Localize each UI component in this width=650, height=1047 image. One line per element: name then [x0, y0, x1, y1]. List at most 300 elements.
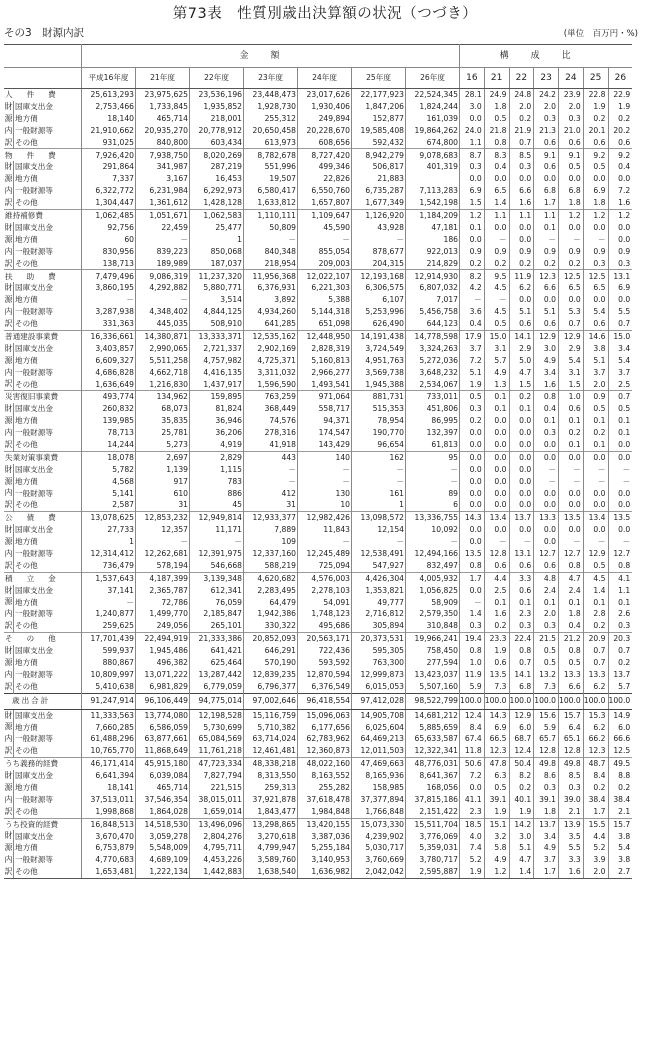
- ratio-cell: 1.9: [509, 806, 534, 818]
- ratio-cell: 12.4: [509, 745, 534, 757]
- table-row: [4, 173, 632, 185]
- funding-source-marker: 訳: [4, 500, 13, 510]
- amount-cell: 259,313: [244, 782, 298, 794]
- row-label: 地方債: [14, 782, 82, 794]
- ratio-cell: 6.5: [559, 282, 584, 294]
- ratio-cell: 0.6: [484, 657, 509, 669]
- year-header: 26年度: [406, 68, 460, 89]
- amount-cell: 36,206: [190, 427, 244, 439]
- amount-cell: 6,231,984: [136, 185, 190, 197]
- amount-cell: 12,154: [352, 524, 406, 536]
- amount-cell: 209,003: [298, 257, 352, 269]
- amount-cell: 515,353: [352, 403, 406, 415]
- amount-cell: 7,889: [244, 524, 298, 536]
- amount-cell: 259,625: [82, 620, 136, 632]
- amount-cell: 2,804,276: [190, 830, 244, 842]
- amount-cell: 12,933,377: [244, 512, 298, 524]
- row-label: 一般財源等: [14, 854, 82, 866]
- amount-cell: 14,380,871: [136, 330, 190, 342]
- ratio-cell: 12.9: [559, 330, 584, 342]
- row-label: その他: [14, 806, 82, 818]
- amount-cell: 38,015,011: [190, 794, 244, 806]
- amount-cell: 1,824,244: [406, 101, 460, 113]
- ratio-cell: 15.0: [484, 330, 509, 342]
- ratio-cell: 0.0: [460, 464, 485, 476]
- amount-cell: 1,847,206: [352, 101, 406, 113]
- ratio-cell: 0.0: [618, 174, 631, 184]
- amount-cell: 5,273: [136, 439, 190, 451]
- category-header-blank-2: [4, 68, 82, 89]
- ratio-cell: 2.6: [618, 609, 631, 619]
- amount-cell: 5,511,258: [136, 355, 190, 367]
- row-label: 一般財源等: [14, 246, 82, 258]
- ratio-cell: 0.6: [509, 318, 534, 330]
- amount-cell: 109: [244, 536, 298, 548]
- amount-cell: 3,167: [136, 173, 190, 185]
- table-row: [4, 758, 632, 770]
- amount-cell: 168,056: [406, 782, 460, 794]
- amount-cell: 1,633,812: [244, 197, 298, 209]
- amount-cell: 12,360,873: [298, 745, 352, 757]
- ratio-cell: 3.4: [618, 343, 631, 353]
- amount-cell: 6,322,772: [82, 185, 136, 197]
- ratio-cell: 2.4: [534, 585, 559, 597]
- amount-cell: 4,844,125: [190, 306, 244, 318]
- amount-cell: 5,272,036: [406, 355, 460, 367]
- amount-cell: 16,848,513: [82, 818, 136, 830]
- ratio-year-header: 24: [559, 68, 584, 89]
- amount-cell: 6,580,417: [244, 185, 298, 197]
- ratio-cell: 1.0: [460, 657, 485, 669]
- amount-cell: 12,193,168: [352, 270, 406, 282]
- funding-source-marker: 源: [4, 537, 13, 546]
- amount-cell: 1,184,209: [406, 209, 460, 221]
- row-label: 国庫支出金: [14, 524, 82, 536]
- amount-cell: 830,956: [82, 246, 136, 258]
- amount-cell: 12,535,162: [244, 330, 298, 342]
- ratio-cell: 0.7: [583, 657, 608, 669]
- amount-cell: 330,322: [244, 620, 298, 632]
- ratio-cell: 3.8: [583, 343, 608, 355]
- amount-cell: 1,636,982: [298, 866, 352, 878]
- amount-cell: 6,550,760: [298, 185, 352, 197]
- amount-cell: 1,748,123: [298, 608, 352, 620]
- ratio-cell: 0.1: [583, 596, 608, 608]
- amount-cell: 86,995: [406, 415, 460, 427]
- amount-cell: 37,618,478: [298, 794, 352, 806]
- table-row: [4, 770, 632, 782]
- amount-cell: 255,312: [244, 113, 298, 125]
- row-label: 普通建設事業費: [4, 330, 82, 342]
- funding-source-marker: 訳: [4, 621, 13, 631]
- ratio-cell: 0.5: [534, 645, 559, 657]
- ratio-cell: 1.1: [534, 209, 559, 221]
- ratio-cell: －: [583, 536, 608, 548]
- ratio-cell: 0.6: [509, 585, 534, 597]
- ratio-cell: 0.0: [583, 499, 608, 511]
- table-row: [4, 830, 632, 842]
- ratio-cell: 15.7: [559, 709, 584, 721]
- ratio-cell: 2.0: [583, 866, 608, 878]
- ratio-cell: 0.0: [484, 427, 509, 439]
- ratio-cell: 47.8: [484, 758, 509, 770]
- row-label: うち義務的経費: [4, 758, 82, 770]
- ratio-cell: 2.4: [559, 585, 584, 597]
- ratio-cell: 15.7: [608, 818, 632, 830]
- row-label: 災害復旧事業費: [4, 391, 82, 403]
- amount-cell: 132,397: [406, 427, 460, 439]
- ratio-cell: 2.9: [559, 343, 584, 355]
- ratio-cell: 4.0: [460, 830, 485, 842]
- amount-cell: 508,910: [190, 318, 244, 330]
- amount-cell: 1,998,868: [82, 806, 136, 818]
- amount-cell: 6,735,287: [352, 185, 406, 197]
- amount-cell: 8,641,367: [406, 770, 460, 782]
- ratio-cell: 0.1: [484, 403, 509, 415]
- amount-cell: 674,800: [406, 137, 460, 149]
- ratio-cell: 0.2: [484, 620, 509, 632]
- amount-cell: 7,479,496: [82, 270, 136, 282]
- ratio-cell: －: [622, 464, 631, 474]
- amount-cell: 12,494,166: [406, 548, 460, 560]
- amount-cell: －: [190, 536, 244, 548]
- amount-cell: 2,697: [136, 451, 190, 463]
- amount-cell: 2,990,065: [136, 343, 190, 355]
- ratio-cell: 3.1: [484, 343, 509, 355]
- ratio-cell: 5.4: [618, 843, 631, 853]
- amount-cell: 551,996: [244, 161, 298, 173]
- ratio-cell: 0.3: [618, 621, 631, 631]
- amount-cell: 4,951,763: [352, 355, 406, 367]
- amount-cell: 612,341: [190, 585, 244, 597]
- amount-cell: 58,909: [406, 596, 460, 608]
- row-label: その他: [14, 866, 82, 878]
- table-row: [4, 657, 632, 669]
- amount-cell: 2,829: [190, 451, 244, 463]
- table-row: [4, 343, 632, 355]
- ratio-cell: 0.0: [618, 295, 631, 305]
- ratio-year-header: 16: [460, 68, 485, 89]
- ratio-cell: 14.2: [509, 818, 534, 830]
- ratio-cell: －: [583, 476, 608, 488]
- table-row: [4, 306, 632, 318]
- amount-cell: 260,832: [82, 403, 136, 415]
- ratio-cell: 0.0: [618, 234, 631, 244]
- funding-source-marker: 財: [4, 525, 13, 535]
- amount-cell: 2,365,787: [136, 585, 190, 597]
- amount-cell: 12,949,814: [190, 512, 244, 524]
- row-label: 地方債: [14, 476, 82, 488]
- row-label: その他: [14, 137, 82, 149]
- ratio-cell: 12.3: [534, 270, 559, 282]
- ratio-cell: 0.7: [618, 319, 631, 329]
- ratio-cell: 0.2: [559, 427, 584, 439]
- ratio-cell: 5.1: [460, 366, 485, 378]
- ratio-cell: 50.6: [460, 758, 485, 770]
- funding-source-marker: 訳: [4, 137, 13, 147]
- ratio-cell: 6.4: [559, 721, 584, 733]
- ratio-cell: 0.7: [509, 137, 534, 149]
- ratio-cell: 0.1: [559, 439, 584, 451]
- ratio-cell: 20.9: [583, 633, 608, 645]
- amount-cell: 613,973: [244, 137, 298, 149]
- amount-cell: 18,140: [82, 113, 136, 125]
- ratio-cell: 6.9: [460, 185, 485, 197]
- amount-cell: －: [298, 234, 352, 246]
- ratio-cell: 1.3: [484, 378, 509, 390]
- ratio-cell: 1.0: [559, 391, 584, 403]
- ratio-cell: 14.3: [460, 512, 485, 524]
- ratio-cell: 0.5: [484, 113, 509, 125]
- amount-cell: 401,319: [406, 161, 460, 173]
- expenditure-table: [4, 44, 632, 879]
- amount-cell: 763,300: [352, 657, 406, 669]
- ratio-cell: 13.3: [583, 669, 608, 681]
- amount-cell: 19,507: [244, 173, 298, 185]
- ratio-cell: 2.0: [559, 101, 584, 113]
- ratio-cell: 1.9: [460, 378, 485, 390]
- ratio-cell: 13.7: [509, 512, 534, 524]
- amount-cell: 1,638,540: [244, 866, 298, 878]
- ratio-cell: 7.4: [460, 842, 485, 854]
- amount-cell: 12,391,975: [190, 548, 244, 560]
- amount-cell: 2,753,466: [82, 101, 136, 113]
- funding-source-marker: 源: [4, 234, 13, 244]
- ratio-cell: －: [622, 476, 631, 486]
- amount-cell: 13,287,442: [190, 669, 244, 681]
- ratio-cell: 1.9: [460, 866, 485, 878]
- ratio-cell: 3.8: [618, 831, 631, 841]
- amount-cell: 12,870,594: [298, 669, 352, 681]
- amount-cell: 5,255,184: [298, 842, 352, 854]
- amount-cell: 641,421: [190, 645, 244, 657]
- ratio-cell: 100.0: [484, 693, 509, 709]
- table-subtitle: その3 財源内訳: [4, 27, 85, 39]
- ratio-cell: 3.7: [583, 366, 608, 378]
- amount-cell: －: [136, 294, 190, 306]
- year-header: 23年度: [244, 68, 298, 89]
- table-row: [4, 782, 632, 794]
- amount-cell: 10,092: [406, 524, 460, 536]
- ratio-cell: 3.7: [534, 854, 559, 866]
- ratio-cell: 13.9: [559, 818, 584, 830]
- ratio-cell: 23.9: [559, 89, 584, 101]
- row-label: その他: [14, 197, 82, 209]
- ratio-cell: 1.9: [618, 102, 631, 112]
- table-row: [4, 161, 632, 173]
- ratio-cell: 0.0: [484, 439, 509, 451]
- amount-cell: 5,730,699: [190, 721, 244, 733]
- ratio-cell: 9.2: [608, 149, 632, 161]
- ratio-cell: 17.9: [460, 330, 485, 342]
- funding-source-marker: 訳: [4, 746, 13, 756]
- ratio-cell: 11.9: [460, 669, 485, 681]
- ratio-cell: 11.8: [460, 745, 485, 757]
- amount-cell: 595,305: [352, 645, 406, 657]
- ratio-cell: 1.8: [534, 806, 559, 818]
- funding-source-marker: 源: [4, 174, 13, 184]
- ratio-cell: 38.4: [583, 794, 608, 806]
- amount-cell: 1,864,028: [136, 806, 190, 818]
- amount-cell: 64,469,213: [352, 733, 406, 745]
- ratio-cell: 0.3: [460, 403, 485, 415]
- amount-cell: 1,222,134: [136, 866, 190, 878]
- amount-cell: 7,926,420: [82, 149, 136, 161]
- ratio-cell: 0.8: [559, 645, 584, 657]
- ratio-cell: 12.7: [613, 548, 631, 558]
- ratio-cell: 0.6: [534, 318, 559, 330]
- amount-cell: －: [244, 234, 298, 246]
- amount-cell: 2,278,103: [298, 585, 352, 597]
- ratio-cell: 24.2: [534, 89, 559, 101]
- amount-cell: 465,714: [136, 782, 190, 794]
- table-row: [4, 378, 632, 390]
- ratio-cell: 4.8: [534, 572, 559, 584]
- ratio-cell: 0.0: [460, 585, 485, 597]
- ratio-cell: 0.1: [583, 415, 608, 427]
- ratio-cell: 24.0: [460, 125, 485, 137]
- amount-cell: 3,140,953: [298, 854, 352, 866]
- amount-cell: 12,461,481: [244, 745, 298, 757]
- funding-source-marker: 内: [4, 367, 13, 377]
- ratio-cell: 0.0: [534, 487, 559, 499]
- funding-source-marker: 財: [4, 343, 13, 353]
- ratio-cell: 0.0: [484, 464, 509, 476]
- amount-cell: 1,636,649: [82, 378, 136, 390]
- amount-cell: 1: [190, 234, 244, 246]
- row-label: その他: [14, 378, 82, 390]
- amount-cell: 63,877,661: [136, 733, 190, 745]
- ratio-cell: －: [583, 234, 608, 246]
- ratio-cell: 0.0: [460, 487, 485, 499]
- amount-cell: －: [298, 536, 352, 548]
- amount-cell: 265,101: [190, 620, 244, 632]
- ratio-cell: 0.0: [509, 234, 534, 246]
- amount-cell: 6,177,656: [298, 721, 352, 733]
- ratio-cell: 1.2: [583, 209, 608, 221]
- ratio-cell: 5.9: [534, 721, 559, 733]
- ratio-cell: 20.3: [608, 633, 632, 645]
- table-row: [4, 415, 632, 427]
- ratio-group-header: 構成比: [460, 45, 633, 68]
- amount-cell: 15,096,063: [298, 709, 352, 721]
- amount-cell: 547,927: [352, 560, 406, 572]
- amount-cell: 850,068: [190, 246, 244, 258]
- funding-source-marker: 源: [4, 722, 13, 732]
- row-label: 国庫支出金: [14, 645, 82, 657]
- ratio-cell: 0.6: [509, 560, 534, 572]
- table-row: [4, 596, 632, 608]
- ratio-cell: 20.1: [583, 125, 608, 137]
- ratio-cell: 41.1: [460, 794, 485, 806]
- ratio-cell: 0.4: [460, 318, 485, 330]
- amount-cell: 840,800: [136, 137, 190, 149]
- ratio-cell: 68.7: [509, 733, 534, 745]
- amount-cell: 16,336,661: [82, 330, 136, 342]
- table-row: [4, 476, 632, 488]
- ratio-cell: 13.1: [608, 270, 632, 282]
- amount-cell: 6,015,053: [352, 681, 406, 693]
- amount-cell: 12,982,426: [298, 512, 352, 524]
- ratio-cell: 3.6: [460, 306, 485, 318]
- amount-cell: 6: [406, 499, 460, 511]
- row-label: 歳出合計: [4, 693, 82, 709]
- amount-cell: 20,563,171: [298, 633, 352, 645]
- amount-cell: 4,919: [190, 439, 244, 451]
- ratio-cell: 6.0: [618, 722, 631, 732]
- ratio-cell: 1.6: [509, 197, 534, 209]
- amount-cell: 143,429: [298, 439, 352, 451]
- amount-cell: 1,945,388: [352, 378, 406, 390]
- amount-cell: 22,524,345: [406, 89, 460, 101]
- row-label: 一般財源等: [14, 487, 82, 499]
- amount-cell: 20,650,458: [244, 125, 298, 137]
- ratio-cell: 100.0: [559, 693, 584, 709]
- amount-cell: 1: [352, 499, 406, 511]
- amount-cell: 13,071,222: [136, 669, 190, 681]
- ratio-cell: 67.4: [460, 733, 485, 745]
- amount-cell: －: [136, 234, 190, 246]
- funding-source-marker: 内: [4, 794, 13, 804]
- table-row: [4, 101, 632, 113]
- year-header: 22年度: [190, 68, 244, 89]
- amount-cell: 161: [352, 487, 406, 499]
- row-label: 地方債: [14, 536, 82, 548]
- ratio-cell: －: [559, 536, 584, 548]
- amount-cell: 1,139: [136, 464, 190, 476]
- amount-cell: 12,999,873: [352, 669, 406, 681]
- amount-cell: 588,219: [244, 560, 298, 572]
- amount-cell: 25,613,293: [82, 89, 136, 101]
- funding-source-marker: 財: [4, 710, 13, 720]
- ratio-cell: 1.1: [484, 209, 509, 221]
- amount-cell: 3,780,717: [406, 854, 460, 866]
- ratio-cell: 0.8: [618, 560, 631, 570]
- year-header: 25年度: [352, 68, 406, 89]
- ratio-cell: 2.3: [509, 608, 534, 620]
- ratio-cell: 6.9: [618, 283, 631, 293]
- ratio-cell: 0.1: [484, 596, 509, 608]
- amount-cell: 6,807,032: [406, 282, 460, 294]
- amount-cell: 37,513,011: [82, 794, 136, 806]
- amount-cell: 3,860,195: [82, 282, 136, 294]
- amount-cell: 3,648,232: [406, 366, 460, 378]
- amount-cell: 21,333,386: [190, 633, 244, 645]
- funding-source-marker: 内: [4, 855, 13, 865]
- amount-cell: 11,956,368: [244, 270, 298, 282]
- ratio-cell: 3.0: [534, 343, 559, 355]
- amount-cell: 5,144,318: [298, 306, 352, 318]
- amount-cell: 1,843,477: [244, 806, 298, 818]
- amount-cell: 4,799,947: [244, 842, 298, 854]
- ratio-cell: 13.5: [460, 548, 485, 560]
- table-row: [4, 137, 632, 149]
- ratio-cell: －: [622, 537, 631, 547]
- amount-cell: 1,542,198: [406, 197, 460, 209]
- amount-cell: 22,494,919: [136, 633, 190, 645]
- amount-cell: 6,039,084: [136, 770, 190, 782]
- amount-cell: 2,151,422: [406, 806, 460, 818]
- ratio-cell: 0.0: [484, 487, 509, 499]
- amount-cell: 19,585,408: [352, 125, 406, 137]
- amount-cell: 9,078,683: [406, 149, 460, 161]
- ratio-cell: 1.4: [509, 866, 534, 878]
- ratio-cell: 0.1: [534, 222, 559, 234]
- amount-cell: 839,223: [136, 246, 190, 258]
- amount-cell: 2,185,847: [190, 608, 244, 620]
- table-row: [4, 439, 632, 451]
- ratio-cell: 0.0: [460, 234, 485, 246]
